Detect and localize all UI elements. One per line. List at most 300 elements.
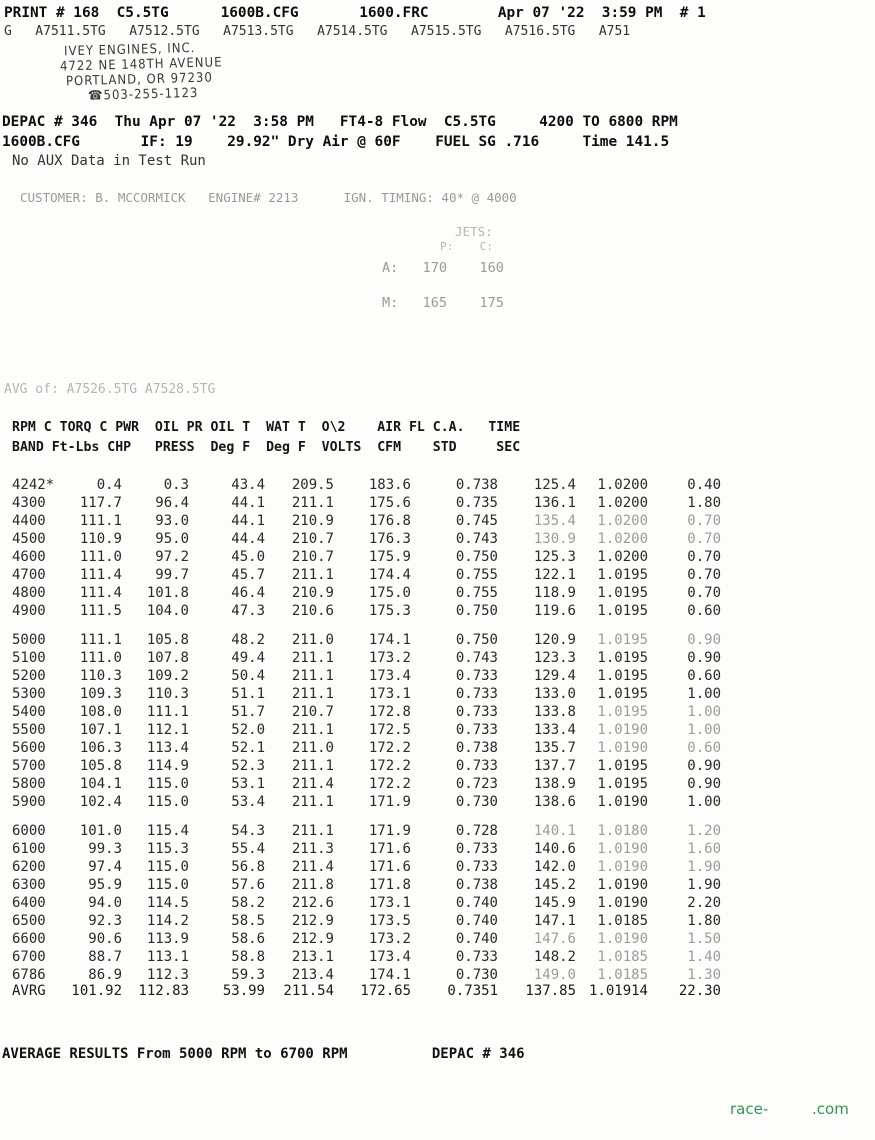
correction-std-cell: 1.0185 — [597, 913, 648, 929]
aux-data-note: No AUX Data in Test Run — [12, 153, 206, 169]
oil-temp-cell: 210.7 — [291, 704, 334, 720]
water-temp-cell: 173.2 — [368, 650, 411, 666]
torque-cell: 117.7 — [79, 495, 122, 511]
rpm-band-cell: 5300 — [12, 686, 46, 702]
oil-pressure-cell: 56.8 — [231, 859, 265, 875]
table-row — [0, 513, 760, 531]
oil-pressure-cell: 51.1 — [231, 686, 265, 702]
air-flow-cfm-cell: 133.4 — [533, 722, 576, 738]
torque-cell: 111.4 — [79, 585, 122, 601]
table-row — [0, 931, 760, 949]
water-temp-cell: 176.8 — [368, 513, 411, 529]
water-temp-cell: 176.3 — [368, 531, 411, 547]
oil-pressure-cell: 48.2 — [231, 632, 265, 648]
air-flow-cfm-cell: 137.7 — [533, 758, 576, 774]
table-row — [0, 495, 760, 513]
time-sec-cell: 1.00 — [687, 722, 721, 738]
air-flow-cfm-cell: 125.3 — [533, 549, 576, 565]
torque-cell: 107.1 — [79, 722, 122, 738]
rpm-band-average: AVRG — [12, 983, 46, 999]
correction-std-cell: 1.0195 — [597, 668, 648, 684]
oil-temp-cell: 210.6 — [291, 603, 334, 619]
time-sec-cell: 0.90 — [687, 650, 721, 666]
time-sec-cell: 1.00 — [687, 704, 721, 720]
torque-cell: 111.0 — [79, 650, 122, 666]
water-temp-cell: 172.2 — [368, 758, 411, 774]
torque-cell: 88.7 — [88, 949, 122, 965]
time-sec-cell: 1.40 — [687, 949, 721, 965]
o2-volts-cell: 0.738 — [455, 877, 498, 893]
o2-volts-cell: 0.728 — [455, 823, 498, 839]
power-cell: 115.0 — [146, 877, 189, 893]
rpm-band-cell: 4900 — [12, 603, 46, 619]
o2-volts-average: 0.7351 — [447, 983, 498, 999]
power-cell: 115.4 — [146, 823, 189, 839]
power-cell: 101.8 — [146, 585, 189, 601]
oil-temp-cell: 211.4 — [291, 776, 334, 792]
oil-pressure-cell: 58.6 — [231, 931, 265, 947]
torque-cell: 106.3 — [79, 740, 122, 756]
o2-volts-cell: 0.740 — [455, 895, 498, 911]
correction-std-cell: 1.0190 — [597, 859, 648, 875]
power-cell: 109.2 — [146, 668, 189, 684]
rpm-band-cell: 5200 — [12, 668, 46, 684]
power-average: 112.83 — [138, 983, 189, 999]
oil-temp-average: 211.54 — [283, 983, 334, 999]
time-sec-cell: 0.70 — [687, 513, 721, 529]
oil-pressure-cell: 53.4 — [231, 794, 265, 810]
water-temp-cell: 172.2 — [368, 776, 411, 792]
torque-average: 101.92 — [71, 983, 122, 999]
stamp-city: PORTLAND, OR 97230 — [65, 70, 213, 90]
o2-volts-cell: 0.723 — [455, 776, 498, 792]
air-flow-cfm-cell: 145.9 — [533, 895, 576, 911]
correction-std-cell: 1.0200 — [597, 513, 648, 529]
table-row — [0, 758, 760, 776]
table-row — [0, 776, 760, 794]
torque-cell: 92.3 — [88, 913, 122, 929]
o2-volts-cell: 0.743 — [455, 531, 498, 547]
o2-volts-cell: 0.745 — [455, 513, 498, 529]
power-cell: 111.1 — [146, 704, 189, 720]
rpm-band-cell: 6600 — [12, 931, 46, 947]
water-temp-cell: 173.5 — [368, 913, 411, 929]
avg-of-note: AVG of: A7526.5TG A7528.5TG — [4, 382, 216, 397]
oil-temp-cell: 211.1 — [291, 495, 334, 511]
o2-volts-cell: 0.730 — [455, 967, 498, 983]
correction-std-cell: 1.0190 — [597, 740, 648, 756]
time-sec-cell: 0.60 — [687, 668, 721, 684]
oil-temp-cell: 213.1 — [291, 949, 334, 965]
time-sec-cell: 1.00 — [687, 686, 721, 702]
time-sec-cell: 0.90 — [687, 758, 721, 774]
test-file-list: G A7511.5TG A7512.5TG A7513.5TG A7514.5TG A7515.5TG A7516.5TG A751 — [4, 24, 631, 39]
water-temp-cell: 172.5 — [368, 722, 411, 738]
table-row — [0, 686, 760, 704]
oil-pressure-cell: 45.7 — [231, 567, 265, 583]
air-flow-cfm-cell: 147.1 — [533, 913, 576, 929]
rpm-band-cell: 6700 — [12, 949, 46, 965]
air-flow-cfm-cell: 133.8 — [533, 704, 576, 720]
air-flow-cfm-cell: 123.3 — [533, 650, 576, 666]
table-row — [0, 794, 760, 812]
rpm-band-cell: 4500 — [12, 531, 46, 547]
table-row — [0, 531, 760, 549]
dyno-results-table — [0, 477, 760, 1001]
rpm-band-cell: 4800 — [12, 585, 46, 601]
rpm-band-cell: 4600 — [12, 549, 46, 565]
correction-std-cell: 1.0200 — [597, 495, 648, 511]
torque-cell: 111.1 — [79, 513, 122, 529]
average-row — [0, 983, 760, 1001]
air-flow-cfm-cell: 138.9 — [533, 776, 576, 792]
table-row — [0, 913, 760, 931]
time-sec-cell: 1.00 — [687, 794, 721, 810]
power-cell: 0.3 — [163, 477, 189, 493]
stamp-street: 4722 NE 148TH AVENUE — [59, 55, 223, 75]
average-results-footer: AVERAGE RESULTS From 5000 RPM to 6700 RPM DEPAC # 346 — [2, 1046, 525, 1062]
o2-volts-cell: 0.755 — [455, 567, 498, 583]
oil-pressure-cell: 44.1 — [231, 513, 265, 529]
table-row — [0, 823, 760, 841]
time-sec-cell: 1.50 — [687, 931, 721, 947]
power-cell: 112.1 — [146, 722, 189, 738]
correction-std-cell: 1.0195 — [597, 603, 648, 619]
oil-temp-cell: 211.0 — [291, 632, 334, 648]
power-cell: 115.0 — [146, 859, 189, 875]
o2-volts-cell: 0.733 — [455, 758, 498, 774]
watermark-right: .com — [812, 1100, 849, 1118]
rpm-band-cell: 6200 — [12, 859, 46, 875]
time-sec-cell: 0.40 — [687, 477, 721, 493]
oil-pressure-average: 53.99 — [222, 983, 265, 999]
rpm-band-cell: 6400 — [12, 895, 46, 911]
air-flow-cfm-cell: 130.9 — [533, 531, 576, 547]
power-cell: 114.9 — [146, 758, 189, 774]
oil-temp-cell: 210.9 — [291, 585, 334, 601]
power-cell: 113.4 — [146, 740, 189, 756]
air-flow-cfm-cell: 135.4 — [533, 513, 576, 529]
torque-cell: 102.4 — [79, 794, 122, 810]
correction-std-average: 1.01914 — [588, 983, 648, 999]
oil-pressure-cell: 55.4 — [231, 841, 265, 857]
torque-cell: 109.3 — [79, 686, 122, 702]
water-temp-cell: 175.6 — [368, 495, 411, 511]
oil-pressure-cell: 47.3 — [231, 603, 265, 619]
table-row — [0, 668, 760, 686]
air-flow-cfm-cell: 140.6 — [533, 841, 576, 857]
o2-volts-cell: 0.743 — [455, 650, 498, 666]
air-flow-cfm-average: 137.85 — [525, 983, 576, 999]
water-temp-cell: 171.6 — [368, 859, 411, 875]
table-row — [0, 722, 760, 740]
o2-volts-cell: 0.735 — [455, 495, 498, 511]
water-temp-cell: 173.4 — [368, 949, 411, 965]
o2-volts-cell: 0.740 — [455, 931, 498, 947]
rpm-band-cell: 4400 — [12, 513, 46, 529]
air-flow-cfm-cell: 149.0 — [533, 967, 576, 983]
water-temp-cell: 175.9 — [368, 549, 411, 565]
correction-std-cell: 1.0180 — [597, 823, 648, 839]
torque-cell: 86.9 — [88, 967, 122, 983]
air-flow-cfm-cell: 145.2 — [533, 877, 576, 893]
torque-cell: 105.8 — [79, 758, 122, 774]
water-temp-cell: 171.6 — [368, 841, 411, 857]
torque-cell: 90.6 — [88, 931, 122, 947]
rpm-band-cell: 5800 — [12, 776, 46, 792]
o2-volts-cell: 0.733 — [455, 841, 498, 857]
time-sec-cell: 0.90 — [687, 776, 721, 792]
table-row — [0, 740, 760, 758]
torque-cell: 97.4 — [88, 859, 122, 875]
correction-std-cell: 1.0195 — [597, 632, 648, 648]
power-cell: 95.0 — [155, 531, 189, 547]
rpm-band-cell: 5000 — [12, 632, 46, 648]
correction-std-cell: 1.0195 — [597, 704, 648, 720]
water-temp-cell: 171.9 — [368, 794, 411, 810]
power-cell: 105.8 — [146, 632, 189, 648]
time-sec-cell: 1.60 — [687, 841, 721, 857]
oil-temp-cell: 210.7 — [291, 531, 334, 547]
air-flow-cfm-cell: 125.4 — [533, 477, 576, 493]
power-cell: 115.3 — [146, 841, 189, 857]
table-row — [0, 549, 760, 567]
oil-pressure-cell: 52.3 — [231, 758, 265, 774]
time-sec-cell: 1.80 — [687, 913, 721, 929]
air-flow-cfm-cell: 129.4 — [533, 668, 576, 684]
air-flow-cfm-cell: 135.7 — [533, 740, 576, 756]
water-temp-cell: 173.1 — [368, 686, 411, 702]
customer-note: CUSTOMER: B. MCCORMICK ENGINE# 2213 IGN. TIMING: 40* @ 4000 — [20, 190, 517, 205]
company-stamp — [60, 42, 250, 102]
o2-volts-cell: 0.755 — [455, 585, 498, 601]
power-cell: 114.2 — [146, 913, 189, 929]
correction-std-cell: 1.0190 — [597, 841, 648, 857]
rpm-band-cell: 5900 — [12, 794, 46, 810]
time-sec-cell: 1.90 — [687, 877, 721, 893]
oil-pressure-cell: 49.4 — [231, 650, 265, 666]
air-flow-cfm-cell: 118.9 — [533, 585, 576, 601]
torque-cell: 0.4 — [96, 477, 122, 493]
torque-cell: 104.1 — [79, 776, 122, 792]
oil-temp-cell: 212.6 — [291, 895, 334, 911]
time-sec-cell: 2.20 — [687, 895, 721, 911]
water-temp-average: 172.65 — [360, 983, 411, 999]
water-temp-cell: 173.4 — [368, 668, 411, 684]
power-cell: 97.2 — [155, 549, 189, 565]
power-cell: 107.8 — [146, 650, 189, 666]
water-temp-cell: 183.6 — [368, 477, 411, 493]
air-flow-cfm-cell: 133.0 — [533, 686, 576, 702]
oil-temp-cell: 211.8 — [291, 877, 334, 893]
table-row — [0, 603, 760, 621]
oil-temp-cell: 211.1 — [291, 758, 334, 774]
o2-volts-cell: 0.733 — [455, 949, 498, 965]
oil-pressure-cell: 58.5 — [231, 913, 265, 929]
rpm-band-cell: 4700 — [12, 567, 46, 583]
oil-pressure-cell: 52.1 — [231, 740, 265, 756]
column-header-row-2: BAND Ft-Lbs CHP PRESS Deg F Deg F VOLTS CFM STD SEC — [12, 440, 521, 455]
oil-temp-cell: 211.1 — [291, 668, 334, 684]
table-row — [0, 567, 760, 585]
correction-std-cell: 1.0200 — [597, 549, 648, 565]
torque-cell: 111.1 — [79, 632, 122, 648]
table-row — [0, 877, 760, 895]
power-cell: 115.0 — [146, 776, 189, 792]
oil-temp-cell: 210.9 — [291, 513, 334, 529]
correction-std-cell: 1.0190 — [597, 895, 648, 911]
water-temp-cell: 172.8 — [368, 704, 411, 720]
rpm-band-cell: 6100 — [12, 841, 46, 857]
air-flow-cfm-cell: 142.0 — [533, 859, 576, 875]
correction-std-cell: 1.0190 — [597, 931, 648, 947]
power-cell: 113.1 — [146, 949, 189, 965]
oil-pressure-cell: 52.0 — [231, 722, 265, 738]
oil-temp-cell: 213.4 — [291, 967, 334, 983]
watermark-left: race- — [730, 1100, 769, 1118]
o2-volts-cell: 0.733 — [455, 859, 498, 875]
water-temp-cell: 175.3 — [368, 603, 411, 619]
water-temp-cell: 175.0 — [368, 585, 411, 601]
o2-volts-cell: 0.750 — [455, 603, 498, 619]
power-cell: 93.0 — [155, 513, 189, 529]
air-flow-cfm-cell: 140.1 — [533, 823, 576, 839]
air-flow-cfm-cell: 138.6 — [533, 794, 576, 810]
rpm-band-cell: 4300 — [12, 495, 46, 511]
power-cell: 114.5 — [146, 895, 189, 911]
rpm-band-cell: 5600 — [12, 740, 46, 756]
air-flow-cfm-cell: 120.9 — [533, 632, 576, 648]
correction-std-cell: 1.0195 — [597, 567, 648, 583]
time-sec-cell: 0.90 — [687, 632, 721, 648]
torque-cell: 94.0 — [88, 895, 122, 911]
correction-std-cell: 1.0190 — [597, 722, 648, 738]
correction-std-cell: 1.0190 — [597, 794, 648, 810]
oil-temp-cell: 211.0 — [291, 740, 334, 756]
rpm-band-cell: 6000 — [12, 823, 46, 839]
o2-volts-cell: 0.733 — [455, 704, 498, 720]
table-row — [0, 841, 760, 859]
torque-cell: 111.0 — [79, 549, 122, 565]
torque-cell: 99.3 — [88, 841, 122, 857]
o2-volts-cell: 0.738 — [455, 740, 498, 756]
jets-columns: P: C: — [440, 240, 493, 253]
o2-volts-cell: 0.733 — [455, 722, 498, 738]
time-sec-cell: 0.60 — [687, 740, 721, 756]
correction-std-cell: 1.0185 — [597, 967, 648, 983]
power-cell: 113.9 — [146, 931, 189, 947]
water-temp-cell: 171.8 — [368, 877, 411, 893]
o2-volts-cell: 0.733 — [455, 686, 498, 702]
table-row — [0, 859, 760, 877]
air-flow-cfm-cell: 136.1 — [533, 495, 576, 511]
oil-pressure-cell: 58.8 — [231, 949, 265, 965]
rpm-band-cell: 4242* — [12, 477, 55, 493]
stamp-phone: ☎503-255-1123 — [87, 85, 199, 104]
table-row — [0, 585, 760, 603]
oil-temp-cell: 211.1 — [291, 794, 334, 810]
oil-pressure-cell: 43.4 — [231, 477, 265, 493]
water-temp-cell: 173.1 — [368, 895, 411, 911]
time-sec-cell: 1.20 — [687, 823, 721, 839]
table-row — [0, 477, 760, 495]
column-header-row-1: RPM C TORQ C PWR OIL PR OIL T WAT T O\2 AIR FL C.A. TIME — [12, 420, 521, 435]
depac-run-line: DEPAC # 346 Thu Apr 07 '22 3:58 PM FT4-8 Flow C5.5TG 4200 TO 6800 RPM — [2, 114, 678, 130]
oil-pressure-cell: 57.6 — [231, 877, 265, 893]
config-line: 1600B.CFG IF: 19 29.92" Dry Air @ 60F FUEL SG .716 Time 141.5 — [2, 134, 670, 150]
water-temp-cell: 174.1 — [368, 967, 411, 983]
torque-cell: 110.3 — [79, 668, 122, 684]
power-cell: 99.7 — [155, 567, 189, 583]
time-sec-cell: 0.70 — [687, 531, 721, 547]
oil-pressure-cell: 54.3 — [231, 823, 265, 839]
rpm-band-cell: 5400 — [12, 704, 46, 720]
time-sec-cell: 1.80 — [687, 495, 721, 511]
air-flow-cfm-cell: 147.6 — [533, 931, 576, 947]
o2-volts-cell: 0.738 — [455, 477, 498, 493]
time-sec-cell: 0.60 — [687, 603, 721, 619]
rpm-band-cell: 5700 — [12, 758, 46, 774]
print-header-line: PRINT # 168 C5.5TG 1600B.CFG 1600.FRC Apr 07 '22 3:59 PM # 1 — [4, 5, 706, 21]
jets-a-row: A: 170 160 — [382, 260, 504, 276]
torque-cell: 108.0 — [79, 704, 122, 720]
water-temp-cell: 171.9 — [368, 823, 411, 839]
oil-pressure-cell: 46.4 — [231, 585, 265, 601]
o2-volts-cell: 0.730 — [455, 794, 498, 810]
oil-temp-cell: 212.9 — [291, 931, 334, 947]
o2-volts-cell: 0.733 — [455, 668, 498, 684]
rpm-band-cell: 5500 — [12, 722, 46, 738]
site-watermark — [730, 1100, 849, 1118]
time-sec-cell: 0.70 — [687, 567, 721, 583]
water-temp-cell: 174.1 — [368, 632, 411, 648]
oil-pressure-cell: 44.4 — [231, 531, 265, 547]
oil-temp-cell: 211.1 — [291, 686, 334, 702]
rpm-band-cell: 6300 — [12, 877, 46, 893]
correction-std-cell: 1.0195 — [597, 650, 648, 666]
time-sec-cell: 0.70 — [687, 585, 721, 601]
power-cell: 96.4 — [155, 495, 189, 511]
table-row — [0, 704, 760, 722]
water-temp-cell: 172.2 — [368, 740, 411, 756]
oil-temp-cell: 211.3 — [291, 841, 334, 857]
torque-cell: 111.4 — [79, 567, 122, 583]
oil-temp-cell: 211.4 — [291, 859, 334, 875]
power-cell: 110.3 — [146, 686, 189, 702]
time-sec-cell: 1.30 — [687, 967, 721, 983]
table-row — [0, 895, 760, 913]
torque-cell: 95.9 — [88, 877, 122, 893]
time-sec-average: 22.30 — [678, 983, 721, 999]
correction-std-cell: 1.0195 — [597, 686, 648, 702]
oil-pressure-cell: 58.2 — [231, 895, 265, 911]
oil-temp-cell: 211.1 — [291, 722, 334, 738]
rpm-band-cell: 6500 — [12, 913, 46, 929]
air-flow-cfm-cell: 122.1 — [533, 567, 576, 583]
oil-temp-cell: 211.1 — [291, 823, 334, 839]
power-cell: 112.3 — [146, 967, 189, 983]
power-cell: 104.0 — [146, 603, 189, 619]
correction-std-cell: 1.0195 — [597, 758, 648, 774]
oil-pressure-cell: 45.0 — [231, 549, 265, 565]
correction-std-cell: 1.0200 — [597, 477, 648, 493]
rpm-band-cell: 5100 — [12, 650, 46, 666]
correction-std-cell: 1.0195 — [597, 776, 648, 792]
rpm-band-cell: 6786 — [12, 967, 46, 983]
oil-pressure-cell: 53.1 — [231, 776, 265, 792]
oil-pressure-cell: 59.3 — [231, 967, 265, 983]
oil-temp-cell: 211.1 — [291, 650, 334, 666]
